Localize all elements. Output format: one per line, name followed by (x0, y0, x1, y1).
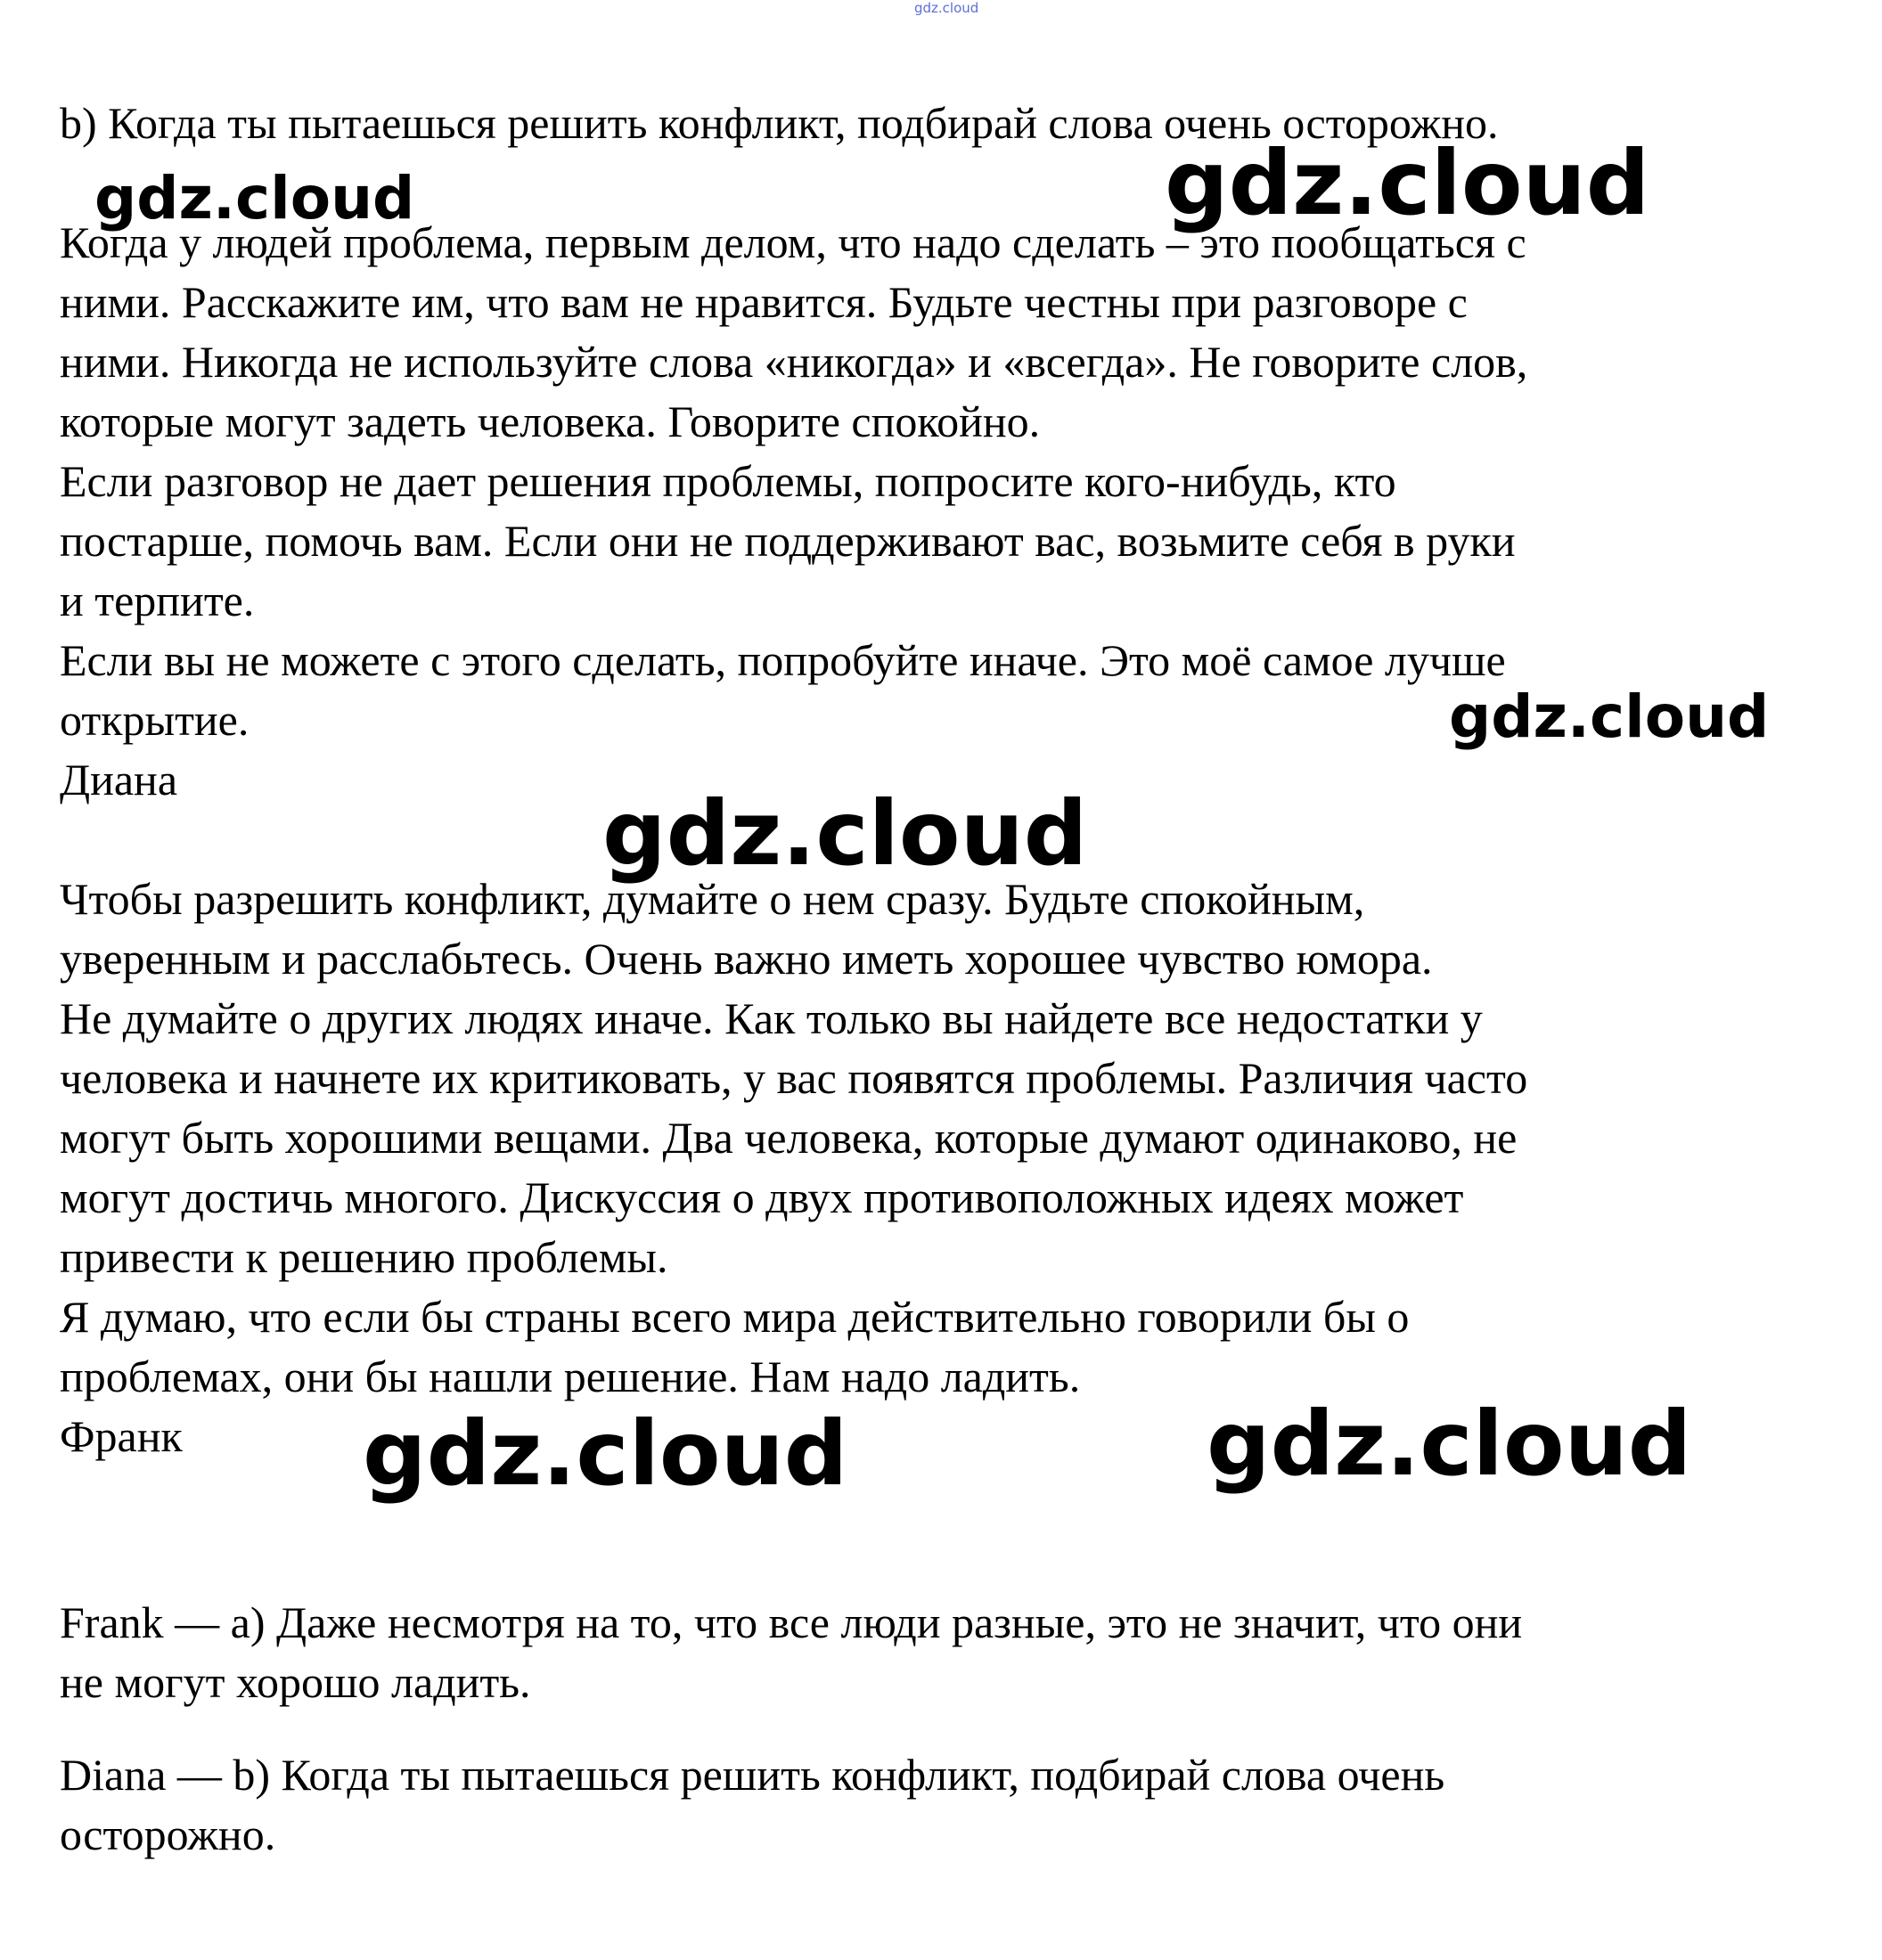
text-line: человека и начнете их критиковать, у вас появятся проблемы. Различия часто (60, 1053, 1528, 1103)
text-line: Не думайте о других людях иначе. Как только вы найдете все недостатки у (60, 993, 1483, 1043)
text-line: Я думаю, что если бы страны всего мира действительно говорили бы о (60, 1292, 1410, 1342)
answer-line: осторожно. (60, 1809, 276, 1859)
text-line: Чтобы разрешить конфликт, думайте о нем сразу. Будьте спокойным, (60, 874, 1365, 924)
watermark-top: gdz.cloud (914, 0, 979, 16)
text-line: могут достичь многого. Дискуссия о двух противоположных идеях может (60, 1172, 1464, 1222)
watermark-2: gdz.cloud (1165, 131, 1650, 235)
watermark-4: gdz.cloud (602, 781, 1088, 886)
watermark-3: gdz.cloud (1449, 682, 1770, 751)
text-line: могут быть хорошими вещами. Два человека, которые думают одинаково, не (60, 1113, 1518, 1163)
watermark-5: gdz.cloud (363, 1401, 848, 1506)
text-line: Если вы не можете с этого сделать, попробуйте иначе. Это моё самое лучше (60, 635, 1506, 685)
text-line: которые могут задеть человека. Говорите спокойно. (60, 396, 1041, 446)
text-line: Когда у людей проблема, первым делом, что надо сделать – это пообщаться с (60, 217, 1526, 267)
text-line: ними. Никогда не используйте слова «никогда» и «всегда». Не говорите слов, (60, 337, 1528, 387)
answer-line: не могут хорошо ладить. (60, 1657, 531, 1707)
text-line: проблемах, они бы нашли решение. Нам надо ладить. (60, 1352, 1081, 1401)
task-heading: b) Когда ты пытаешься решить конфликт, подбирай слова очень осторожно. (60, 98, 1499, 148)
answer-line: Diana — b) Когда ты пытаешься решить конфликт, подбирай слова очень (60, 1750, 1445, 1800)
text-line: Если разговор не дает решения проблемы, попросите кого-нибудь, кто (60, 456, 1396, 506)
text-line: ними. Расскажите им, что вам не нравится. Будьте честны при разговоре с (60, 277, 1468, 327)
text-line: привести к решению проблемы. (60, 1232, 668, 1282)
text-line: постарше, помочь вам. Если они не поддерживают вас, возьмите себя в руки (60, 516, 1516, 566)
text-line: открытие. (60, 695, 250, 745)
text-line: и терпите. (60, 576, 255, 625)
watermark-6: gdz.cloud (1207, 1392, 1692, 1496)
text-line: уверенным и расслабьтесь. Очень важно иметь хорошее чувство юмора. (60, 934, 1433, 984)
answer-line: Frank — a) Даже несмотря на то, что все люди разные, это не значит, что они (60, 1597, 1523, 1647)
watermark-1: gdz.cloud (94, 164, 415, 233)
author-signature: Диана (60, 755, 178, 804)
author-signature: Франк (60, 1411, 183, 1461)
